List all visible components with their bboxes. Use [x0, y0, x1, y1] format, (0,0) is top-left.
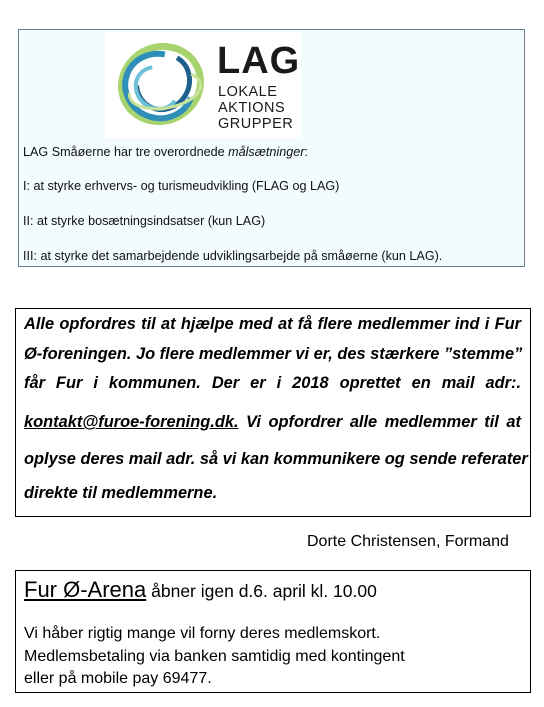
lag-info-box — [18, 29, 525, 267]
arena-box — [15, 570, 531, 693]
lag-intro-suffix: : — [304, 145, 308, 159]
appeal-line-4 — [24, 413, 521, 433]
membership-appeal-box — [15, 308, 531, 517]
swirl-logo-icon — [105, 32, 215, 138]
arena-line-2: Medlemsbetaling via banken samtidig med kontingent — [24, 648, 405, 665]
lag-logo — [105, 32, 301, 138]
arena-name: Fur Ø-Arena — [24, 577, 147, 602]
appeal-line-2: Ø-foreningen. Jo flere medlemmer vi er, des stærkere ”stemme” — [24, 345, 523, 363]
arena-headline-rest: åbner igen d.6. april kl. 10.00 — [146, 581, 377, 601]
lag-intro-italic: målsætninger — [228, 145, 305, 159]
arena-line-1: Vi håber rigtig mange vil forny deres medlemskort. — [24, 625, 381, 642]
lag-goal-1: I: at styrke erhvervs- og turismeudvikling (FLAG og LAG) — [23, 179, 340, 193]
logo-title: LAG — [217, 40, 301, 82]
logo-subtitle-2: AKTIONS — [218, 100, 286, 116]
signature: Dorte Christensen, Formand — [307, 533, 509, 550]
logo-subtitle-1: LOKALE — [218, 84, 278, 100]
lag-intro-prefix: LAG Småøerne har tre overordnede — [23, 145, 229, 159]
logo-subtitle-3: GRUPPER — [218, 116, 294, 132]
appeal-line-1: Alle opfordres til at hjælpe med at få flere medlemmer ind i Fur — [24, 315, 521, 333]
lag-intro — [23, 145, 308, 159]
appeal-line-5: oplyse deres mail adr. så vi kan kommunikere og sende referater — [24, 450, 528, 468]
appeal-line-6: direkte til medlemmerne. — [24, 484, 218, 502]
appeal-line-4-rest: Vi opfordrer alle medlemmer til at — [238, 413, 521, 431]
appeal-line-3: får Fur i kommunen. Der er i 2018 oprettet en mail adr:. — [24, 374, 521, 392]
arena-headline — [24, 577, 377, 603]
contact-email-link[interactable]: kontakt@furoe-forening.dk. — [24, 413, 239, 431]
lag-goal-2: II: at styrke bosætningsindsatser (kun LAG) — [23, 214, 266, 228]
lag-goal-3: III: at styrke det samarbejdende udviklingsarbejde på småøerne (kun LAG). — [23, 249, 443, 263]
arena-line-3: eller på mobile pay 69477. — [24, 670, 212, 687]
